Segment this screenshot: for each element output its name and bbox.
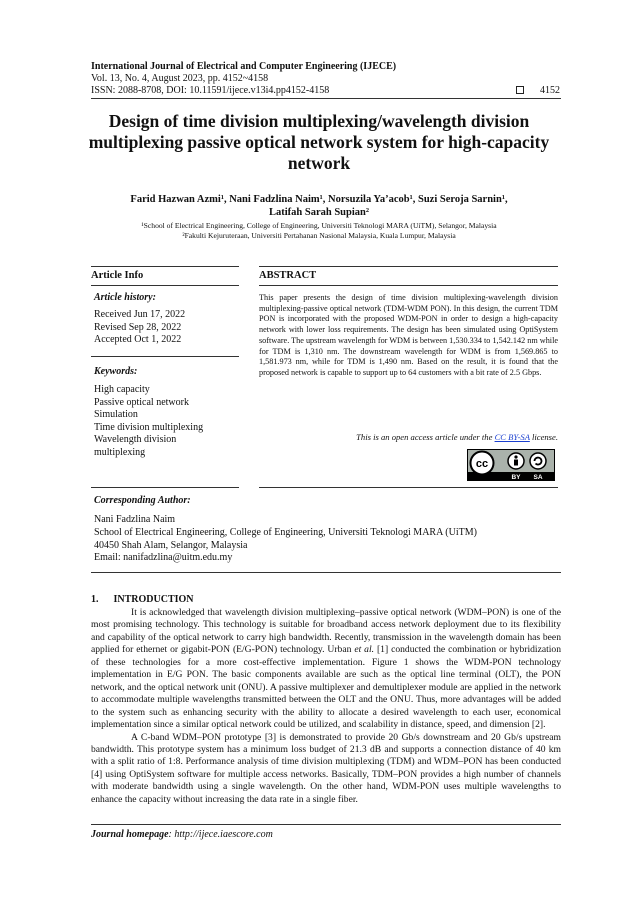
sa-label: SA: [533, 474, 543, 481]
journal-name: International Journal of Electrical and Computer Engineering (IJECE): [91, 61, 397, 72]
corresponding-right-rule: [259, 487, 558, 488]
keyword: multiplexing: [94, 446, 146, 458]
by-label: BY: [511, 474, 521, 481]
abstract-text: This paper presents the design of time division multiplexing-wavelength division multiplexing-passive optical network (TDM-WDM PON). In this design, the current TDM PON is incorporated with the proposed WDM-PON in order to design a high-capacity network with lower loss requirements. The design has been simulated using OptiSystem software. The upstream wavelength for WDM is between 1,530.334 to 1,542.142 nm while for TDM is 1,310 nm. The downstream wavelength for WDM is from 1,569.865 to 1,581.973 nm, while for TDM is 1,490 nm. Based on the result, it is found that the proposed network is capable to support up to 64 customers with a bit rate of 2.5 Gbps.: [259, 293, 558, 377]
intro-paragraph-2: A C-band WDM–PON prototype [3] is demonstrated to provide 20 Gb/s downstream and 20 Gb/s upstream bandwidth. This prototype system has a minimum loss budget of 21.3 dB and supports a connection distance of 40 km with a split ratio of 1:8. Performance analysis of time division multiplexing (TDM) and WDM–PON has been conducted [4] using OptiSystem software for multiple access networks. Basically, TDM–PON provides a high number of channels with moderate bandwidth using a single wavelength. On the other hand, WDM-PON uses multiple wavelengths to enhance the capacity without increasing the data rate in a single fiber.: [91, 731, 561, 805]
cc-by-sa-link[interactable]: CC BY-SA: [494, 432, 530, 442]
footer-rule: [91, 824, 561, 825]
history-accepted: Accepted Oct 1, 2022: [94, 334, 182, 346]
introduction-body: [91, 607, 561, 806]
sa-icon: [530, 453, 546, 469]
square-icon: [516, 86, 524, 94]
corresponding-name: Nani Fadzlina Naim: [94, 514, 176, 525]
corresponding-bottom-rule: [91, 572, 561, 573]
keyword: Simulation: [94, 409, 138, 421]
info-heading-rule: [91, 285, 239, 286]
cc-badge-graphic: [467, 449, 555, 481]
issn-doi: ISSN: 2088-8708, DOI: 10.11591/ijece.v13i4.pp4152-4158: [91, 85, 330, 96]
intro-paragraph-1: It is acknowledged that wavelength division multiplexing–passive optical network (WDM–PON) is one of the most promising technology. This technology is suitable for broadband access network deployment due to its flexibility and capability of the optical network to carry high bandwidth. Recently, transmission in the wavelength domain has been applied for ethernet or gigabit-PON (E/G-PON) technology. Urban et al. [1] conducted the combination or hybridization of these technologies for a more cost-effective implementation. Figure 1 shows the WDM-PON technology implementation in E/G PON. The basic components available are such as the optical line terminal (OLT), the PON network, and the optical network unit (ONU). A passive multiplexer and demultiplexer module are applied in the network to accommodate multiple wavelengths transmitted between the OLT and the ONU. Thus, more advantages will be added to the system such as enhancing security with the ability to allocate a desired wavelength to each user, economical implementation since a similar optical network could be utilized, and scalability in distance, speed, and dimension [2].: [91, 607, 562, 731]
keyword: Wavelength division: [94, 434, 177, 446]
article-history-heading: Article history:: [94, 292, 156, 303]
header-rule: [91, 98, 561, 99]
article-history: [94, 309, 185, 347]
affiliation-2: ²Fakulti Kejuruteraan, Universiti Pertahanan Nasional Malaysia, Kuala Lumpur, Malaysia: [182, 231, 456, 240]
article-info-heading: Article Info: [91, 270, 144, 281]
license-line: This is an open access article under the CC BY-SA license.: [356, 432, 558, 442]
cc-by-sa-badge[interactable]: [467, 449, 555, 481]
authors-line-1: Farid Hazwan Azmi¹, Nani Fadzlina Naim¹, Norsuzila Ya’acob¹, Suzi Seroja Sarnin¹,: [130, 194, 508, 205]
cc-icon-text: cc: [475, 458, 489, 470]
corresponding-email: Email: nanifadzlina@uitm.edu.my: [94, 552, 233, 564]
corresponding-address: 40450 Shah Alam, Selangor, Malaysia: [94, 539, 248, 551]
homepage-url: : http://ijece.iaescore.com: [168, 829, 273, 840]
abstract-top-rule: [259, 266, 558, 267]
affiliation-1: ¹School of Electrical Engineering, College of Engineering, Universiti Teknologi MARA (UiTM), Selangor, Malaysia: [141, 221, 497, 230]
corresponding-heading: Corresponding Author:: [94, 495, 191, 506]
keywords-rule: [91, 356, 239, 357]
corresponding-details: [94, 514, 477, 565]
page-number: 4152: [540, 85, 560, 96]
info-top-rule: [91, 266, 239, 267]
corresponding-school: School of Electrical Engineering, College of Engineering, Universiti Teknologi MARA (UiTM): [94, 526, 477, 538]
corresponding-left-rule: [91, 487, 239, 488]
keyword: High capacity: [94, 384, 150, 395]
introduction-heading: 1. INTRODUCTION: [91, 594, 194, 605]
authors-line-2: Latifah Sarah Supian²: [268, 207, 370, 218]
history-revised: Revised Sep 28, 2022: [94, 321, 182, 333]
keyword: Time division multiplexing: [94, 421, 204, 433]
keywords-list: [94, 384, 203, 460]
authors: [100, 193, 538, 219]
journal-homepage: Journal homepage: http://ijece.iaescore.com: [91, 829, 273, 840]
abstract-heading: ABSTRACT: [259, 270, 317, 281]
keyword: Passive optical network: [94, 396, 189, 408]
volume-info: Vol. 13, No. 4, August 2023, pp. 4152~4158: [91, 73, 269, 84]
paper-title: Design of time division multiplexing/wavelength division multiplexing passive optical network system for high-capacity network: [88, 111, 550, 173]
history-received: Received Jun 17, 2022: [94, 309, 186, 320]
abstract-heading-rule: [259, 285, 558, 286]
keywords-heading: Keywords:: [94, 366, 138, 377]
